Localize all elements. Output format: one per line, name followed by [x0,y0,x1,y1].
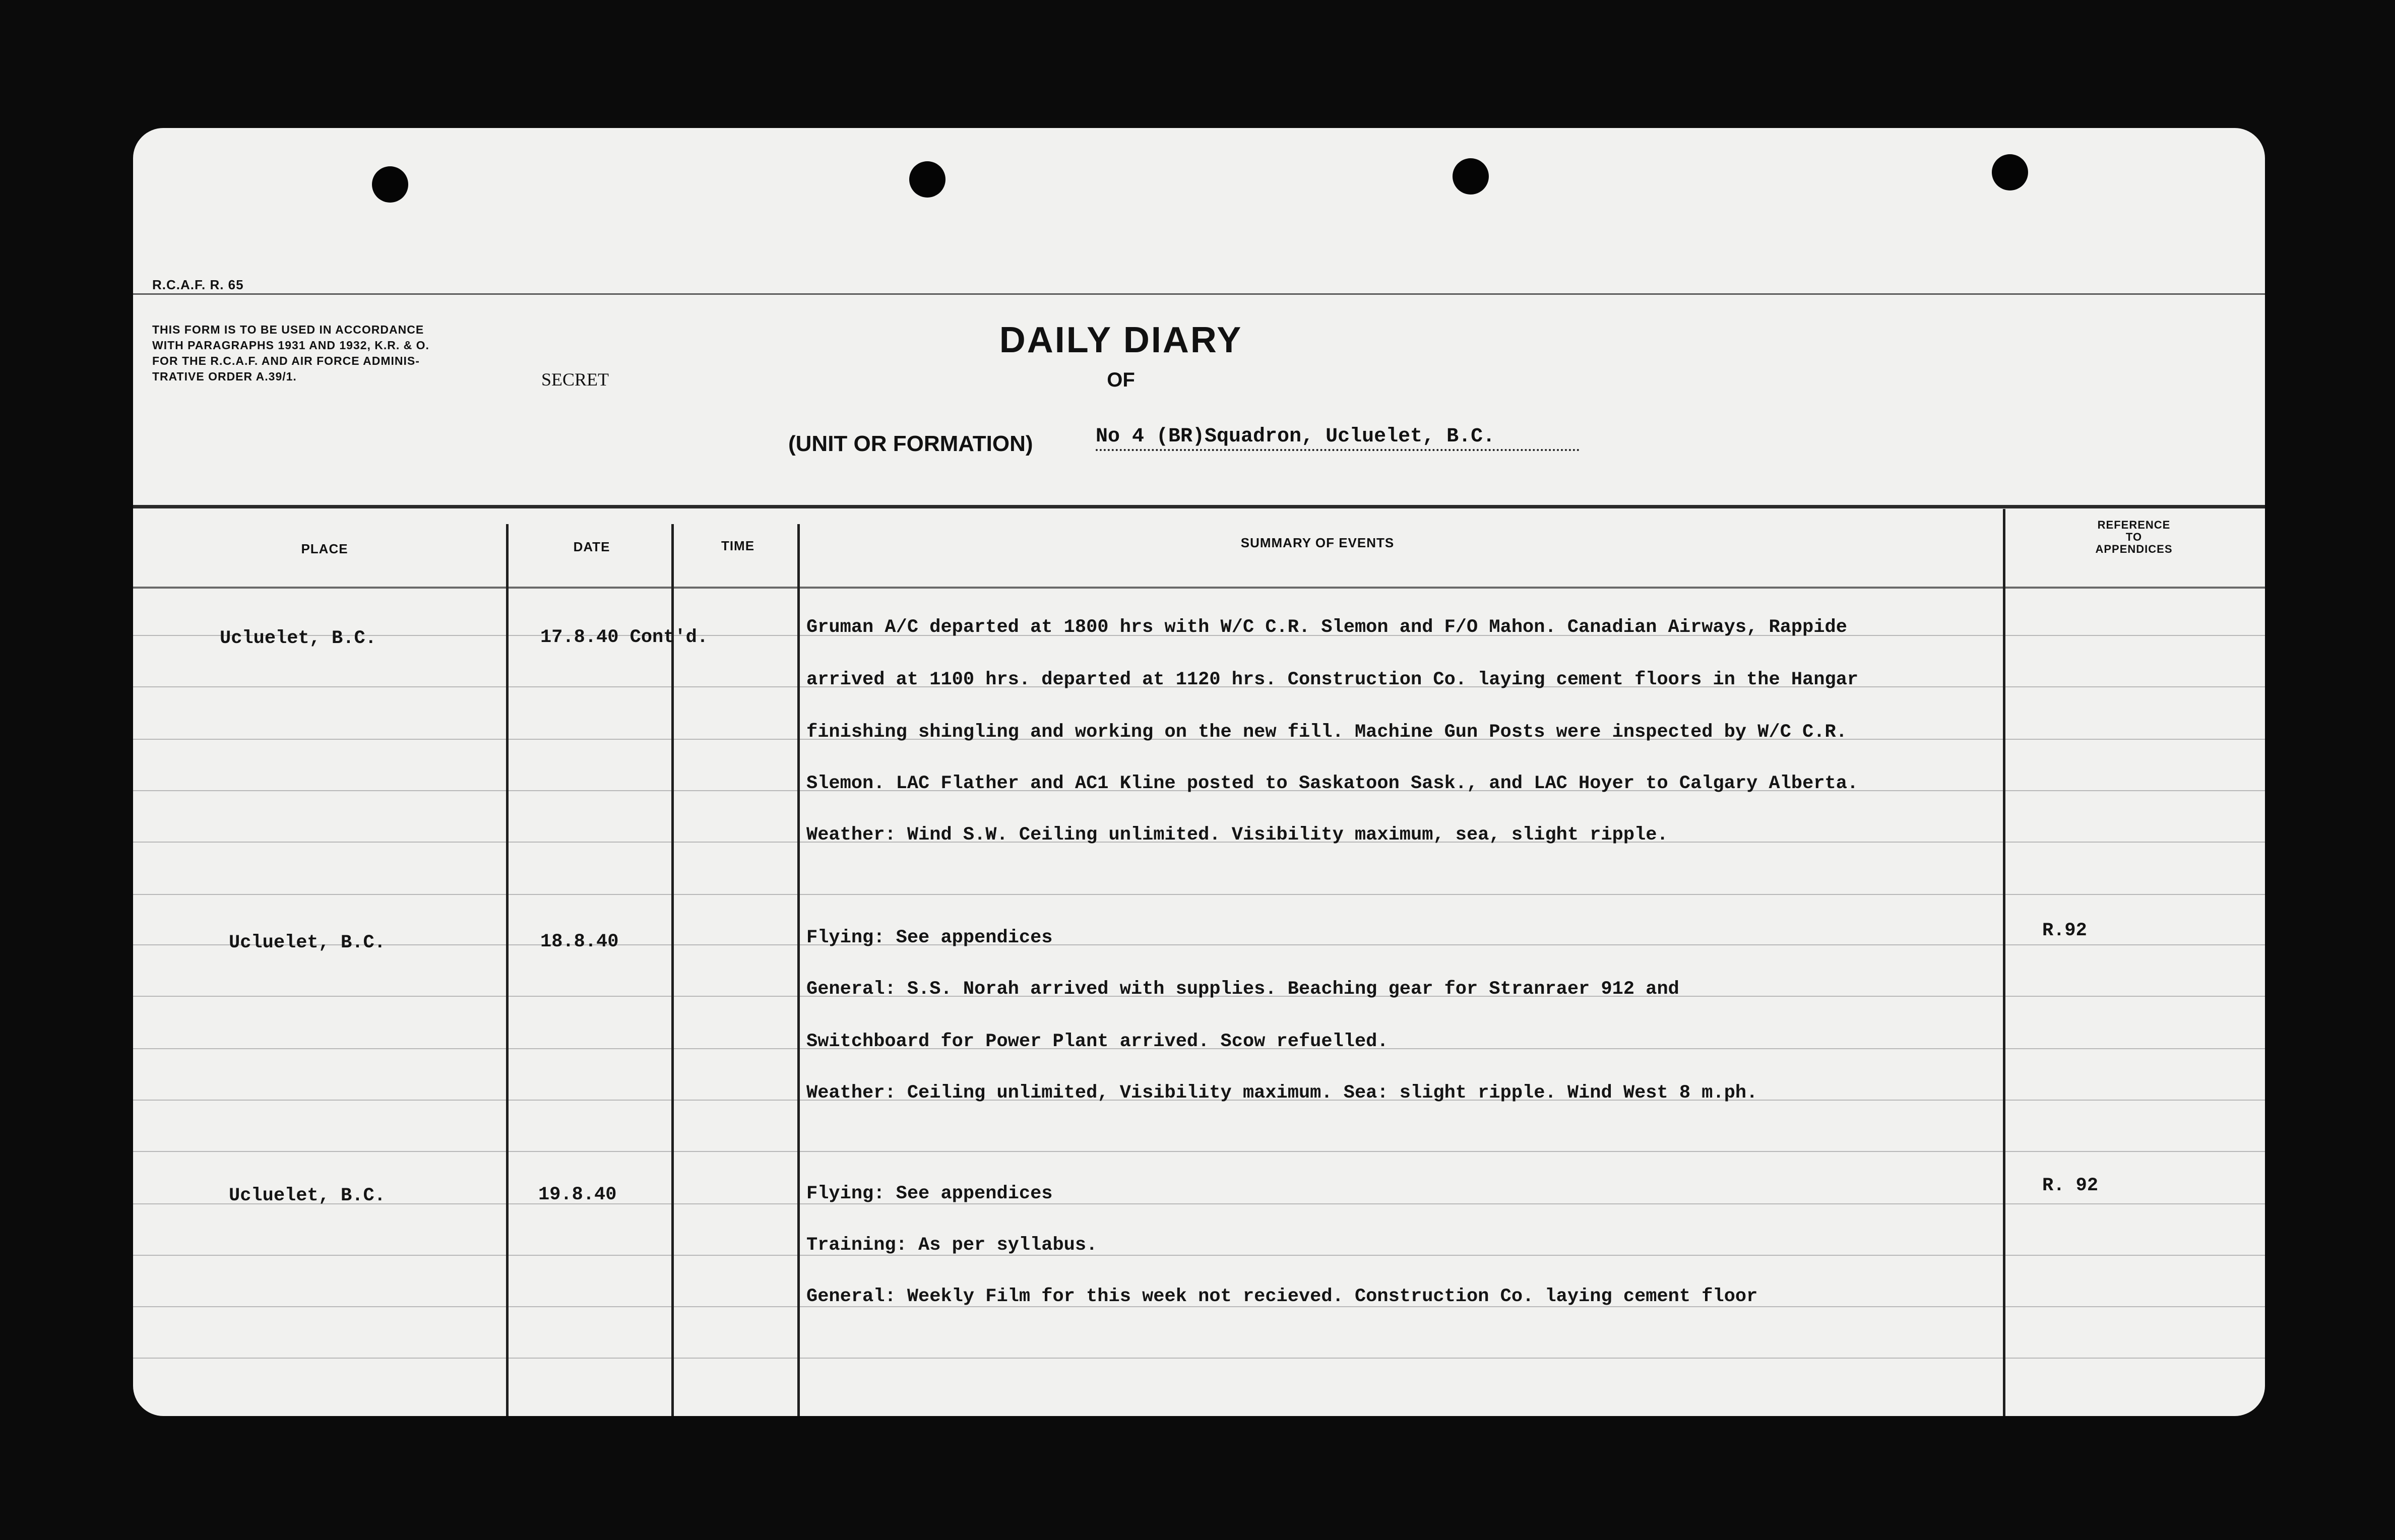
entry-date: 18.8.40 [540,931,619,952]
punch-hole [1992,154,2028,190]
classification-stamp: SECRET [541,369,609,390]
page-title: DAILY DIARY [999,320,1243,360]
entry-reference: R.92 [2042,920,2087,941]
column-header-summary: SUMMARY OF EVENTS [1240,535,1395,550]
summary-line: Switchboard for Power Plant arrived. Scow refuelled. [806,1031,1389,1052]
punch-hole [372,166,408,203]
entry-place: Ucluelet, B.C. [229,1185,386,1206]
summary-line: Gruman A/C departed at 1800 hrs with W/C C.R. Slemon and F/O Mahon. Canadian Airways, Rappide [806,617,1847,638]
column-divider [671,524,674,1416]
unit-value: No 4 (BR)Squadron, Ucluelet, B.C. [1096,425,1580,451]
summary-line: Weather: Ceiling unlimited, Visibility maximum. Sea: slight ripple. Wind West 8 m.ph. [806,1082,1758,1104]
column-header-time: TIME [721,538,755,553]
summary-line: Flying: See appendices [806,927,1053,948]
summary-line: General: S.S. Norah arrived with supplies. Beaching gear for Stranraer 912 and [806,979,1679,1000]
column-divider [2003,509,2005,1416]
entry-place: Ucluelet, B.C. [220,628,376,649]
summary-line: Flying: See appendices [806,1183,1053,1204]
summary-line: Training: As per syllabus. [806,1235,1098,1256]
header-bottom-rule [133,505,2265,508]
title-of: OF [1107,369,1135,391]
diary-sheet [133,128,2265,1416]
column-header-reference: REFERENCE TO APPENDICES [2095,519,2173,555]
summary-line: finishing shingling and working on the new fill. Machine Gun Posts were inspected by W/C C.R. [806,722,1847,743]
column-header-rule [133,587,2265,589]
summary-line: General: Weekly Film for this week not recieved. Construction Co. laying cement floor [806,1286,1758,1307]
column-divider [506,524,509,1416]
column-header-place: PLACE [301,541,348,556]
summary-line: Slemon. LAC Flather and AC1 Kline posted to Saskatoon Sask., and LAC Hoyer to Calgary Alberta. [806,773,1859,794]
form-number: R.C.A.F. R. 65 [152,277,244,292]
column-divider [797,524,800,1416]
summary-line: Weather: Wind S.W. Ceiling unlimited. Visibility maximum, sea, slight ripple. [806,824,1668,846]
entry-reference: R. 92 [2042,1175,2099,1196]
punch-hole [1453,158,1489,195]
punch-hole [909,161,946,198]
entry-date: 17.8.40 Cont'd. [540,627,709,648]
entry-date: 19.8.40 [538,1184,617,1205]
summary-line: arrived at 1100 hrs. departed at 1120 hrs. Construction Co. laying cement floors in the Hangar [806,669,1859,690]
form-instructions: THIS FORM IS TO BE USED IN ACCORDANCE WITH PARAGRAPHS 1931 AND 1932, K.R. & O. FOR THE R.C.A.F. AND AIR FORCE ADMINIS- TRATIVE ORDER A.39/1. [152,323,429,383]
entry-place: Ucluelet, B.C. [229,932,386,953]
column-header-date: DATE [573,539,610,554]
header-top-rule [133,293,2265,295]
unit-label: (UNIT OR FORMATION) [788,431,1033,456]
